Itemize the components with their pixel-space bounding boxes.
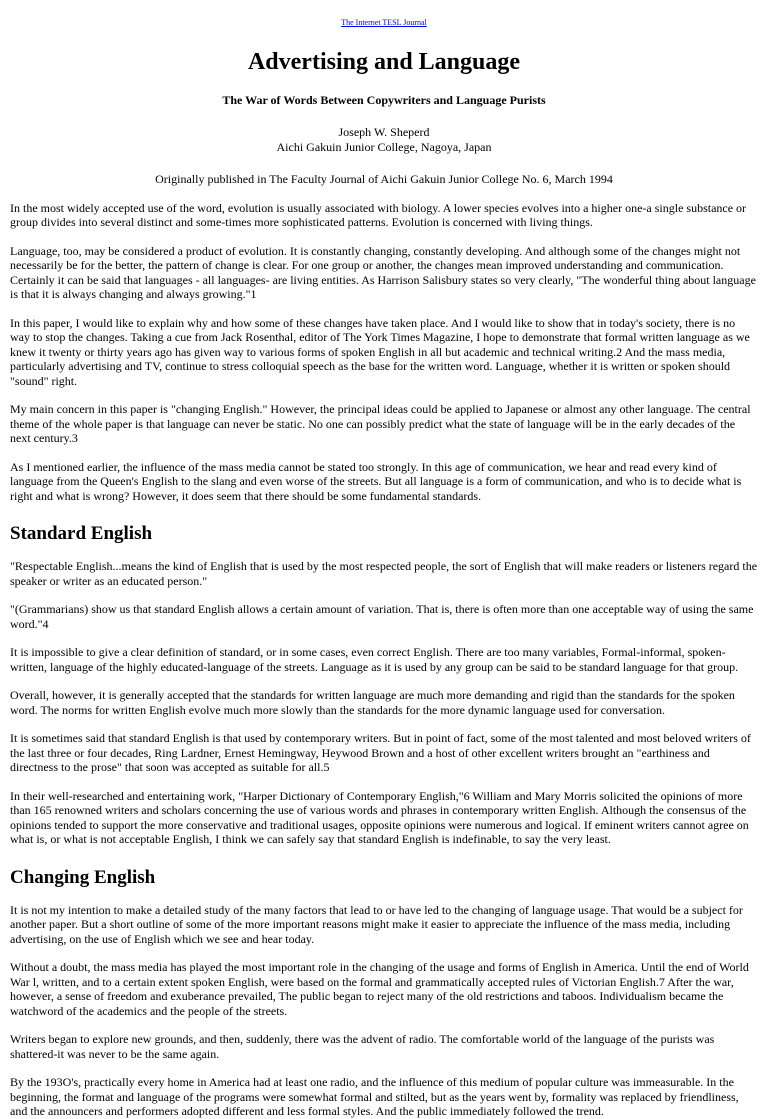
- author-affiliation: Aichi Gakuin Junior College, Nagoya, Japan: [276, 139, 492, 154]
- author-block: [10, 125, 758, 154]
- standard-english-paragraph: "(Grammarians) show us that standard English allows a certain amount of variation. That is, there is often more than one acceptable way of using the same word."4: [10, 602, 754, 631]
- standard-english-paragraph: Overall, however, it is generally accepted that the standards for written language are much more demanding and rigid than the standards for the spoken word. The norms for written English evolve much more slowly than the standards for the more dynamic language used for conversation.: [10, 688, 735, 717]
- journal-link[interactable]: The Internet TESL Journal: [341, 18, 427, 27]
- author-name: Joseph W. Sheperd: [338, 125, 430, 139]
- standard-english-paragraph: "Respectable English...means the kind of English that is used by the most respected people, the sort of English that will make readers or listeners regard the speaker or writer as an educated person.": [10, 559, 758, 588]
- section-heading-changing-english: Changing English: [10, 866, 156, 888]
- standard-english-paragraph: It is impossible to give a clear definition of standard, or in some cases, even correct English. There are too many variables, Formal-informal, spoken-written, language of the highly educated-language of the streets. Language as it is used by any group can be said to be standard language for that group.: [10, 645, 739, 674]
- intro-paragraph: In the most widely accepted use of the word, evolution is usually associated with biology. A lower species evolves into a higher one-a single substance or group divides into several distinct and some-times more sophisticated patterns. Evolution is concerned with living things.: [10, 200, 747, 229]
- changing-english-paragraph: By the 193O's, practically every home in America had at least one radio, and the influence of this medium of popular culture was immeasurable. In the beginning, the format and language of the programs were somewhat formal and stilted, but as the years went by, formality was replaced by friendliness, and the announcers and performers adopted different and less formal styles. And the public immediately followed the trend.: [10, 1075, 739, 1118]
- changing-english-paragraph: Writers began to explore new grounds, and then, suddenly, there was the advent of radio. The comfortable world of the language of the purists was shattered-it was never to be the same again.: [10, 1032, 715, 1061]
- changing-english-paragraph: It is not my intention to make a detailed study of the many factors that lead to or have led to the changing of language usage. That would be a subject for another paper. But a short outline of some of the more important reasons might make it easier to appreciate the influence of the mass media, including advertising, on the use of English which we see and hear today.: [10, 902, 743, 946]
- standard-english-paragraph: It is sometimes said that standard English is that used by contemporary writers. But in point of fact, some of the most talented and most beloved writers of the last three or four decades, Ring Lardner, Ernest Hemingway, Heywood Brown and a host of other excellent writers brought an "earthiness and directness to the prose" that soon was accepted as suitable for all.5: [10, 731, 751, 774]
- section-heading-standard-english: Standard English: [10, 523, 153, 544]
- intro-paragraph: Language, too, may be considered a product of evolution. It is constantly changing, constantly developing. And although some of the changes might not necessarily be for the better, the pattern of change is clear. For one group or another, the changes mean improved understanding and communication. Certainly it can be said that languages - all languages- are living entities. As Harrison Salisbury states so very clearly, "The wonderful thing about language is that it is always changing and always growing."1: [10, 243, 756, 301]
- standard-english-paragraph: In their well-researched and entertaining work, "Harper Dictionary of Contemporary English,"6 William and Mary Morris solicited the opinions of more than 165 renowned writers and scholars concerning the use of various words and phrases in contemporary written English. Although the consensus of the opinions tended to support the more conservative and traditional usages, opposite opinions were numerous and logical. If eminent writers cannot agree on what is, or what is not acceptable English, I think we can safely say that standard English is indefinable, to say the very least.: [10, 788, 749, 846]
- page-subtitle: The War of Words Between Copywriters and Language Purists: [222, 92, 546, 107]
- journal-link-row: [10, 14, 758, 29]
- intro-paragraph: In this paper, I would like to explain why and how some of these changes have taken place. And I would like to show that in today's society, there is no way to stop the changes. Taking a cue from Jack Rosenthal, editor of The York Times Magazine, I hope to demonstrate that formal written language as we knew it twenty or thirty years ago has given way to various forms of spoken English in all but academic and technical writing.2 And the mass media, particularly advertising and TV, continue to stress colloquial speech as the base for the written word. Language, whether it is written or spoken should "sound" right.: [10, 315, 750, 388]
- intro-paragraph: My main concern in this paper is "changing English." However, the principal ideas could be applied to Japanese or almost any other language. The central theme of the whole paper is that language can never be static. No one can possibly predict what the state of language will be in the early decades of the next century.3: [10, 402, 751, 445]
- changing-english-paragraph: Without a doubt, the mass media has played the most important role in the changing of the usage and forms of English in America. Until the end of World War l, written, and to a certain extent spoken English, were based on the formal and grammatically accepted rules of Victorian English.7 After the war, however, a sense of freedom and exuberance prevailed, The public began to reject many of the old restrictions and taboos. Individualism became the watchword of the academics and the people of the streets.: [10, 960, 749, 1018]
- page-title: Advertising and Language: [247, 48, 521, 75]
- intro-paragraph: As I mentioned earlier, the influence of the mass media cannot be stated too strongly. In this age of communication, we hear and read every kind of language from the Queen's English to the slang and even worse of the streets. But all language is a form of communication, and who is to decide what is right and what is wrong? However, it does seem that there should be some fundamental standards.: [10, 459, 742, 503]
- publication-note: Originally published in The Faculty Journal of Aichi Gakuin Junior College No. 6, March 1994: [155, 172, 613, 186]
